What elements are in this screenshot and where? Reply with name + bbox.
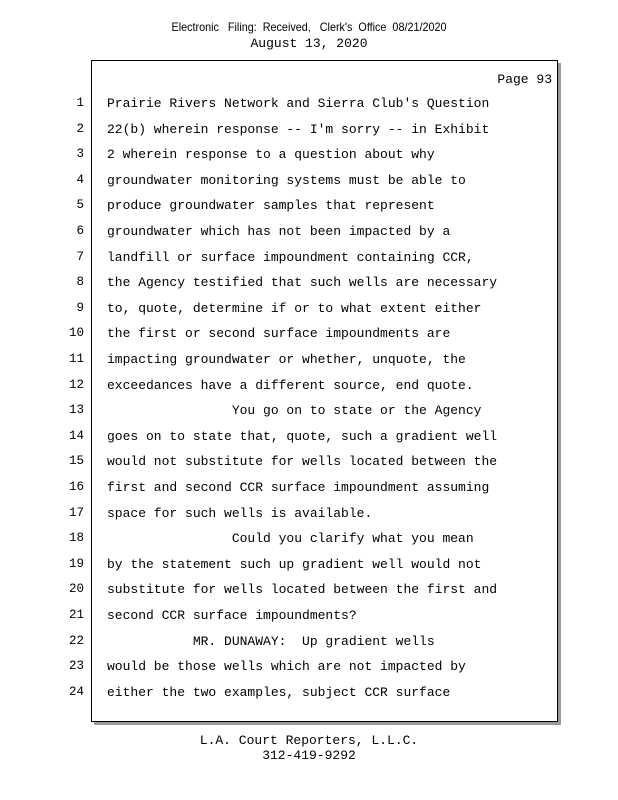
line-text: 2 wherein response to a question about why bbox=[107, 147, 435, 163]
transcript-line bbox=[0, 167, 618, 193]
transcript-line bbox=[0, 116, 618, 142]
line-number: 6 bbox=[76, 224, 84, 238]
footer-phone: 312-419-9292 bbox=[262, 748, 356, 763]
line-text: groundwater monitoring systems must be able to bbox=[107, 172, 466, 188]
line-text: to, quote, determine if or to what extent either bbox=[107, 300, 482, 316]
line-text: either the two examples, subject CCR surface bbox=[107, 684, 451, 700]
transcript-line bbox=[0, 500, 618, 526]
line-number: 11 bbox=[68, 352, 84, 366]
line-number: 4 bbox=[76, 172, 84, 187]
line-number: 9 bbox=[76, 300, 84, 315]
line-text: impacting groundwater or whether, unquote, the bbox=[107, 352, 466, 367]
line-number: 3 bbox=[76, 147, 84, 162]
transcript-line bbox=[0, 192, 618, 218]
line-number: 5 bbox=[76, 198, 84, 213]
line-number: 18 bbox=[68, 531, 84, 546]
transcript-line bbox=[0, 90, 618, 116]
transcript-line bbox=[0, 525, 618, 551]
transcript-line bbox=[0, 448, 618, 474]
line-text: produce groundwater samples that represent bbox=[107, 198, 435, 214]
line-text: second CCR surface impoundments? bbox=[107, 608, 357, 623]
transcript-line bbox=[0, 551, 618, 577]
line-text: the first or second surface impoundments are bbox=[107, 326, 451, 342]
line-text: by the statement such up gradient well would not bbox=[107, 556, 482, 572]
transcript-line bbox=[0, 372, 618, 398]
line-text: landfill or surface impoundment containing CCR, bbox=[107, 249, 474, 265]
line-number: 7 bbox=[76, 249, 84, 264]
transcript-line bbox=[0, 141, 618, 167]
transcript-line bbox=[0, 602, 618, 628]
line-text: groundwater which has not been impacted by a bbox=[107, 224, 451, 239]
transcript-line bbox=[0, 295, 618, 321]
transcript-line bbox=[0, 474, 618, 500]
line-number: 22 bbox=[68, 633, 84, 648]
line-number: 14 bbox=[68, 428, 84, 443]
line-text: Prairie Rivers Network and Sierra Club's Question bbox=[107, 96, 490, 111]
line-number: 17 bbox=[68, 505, 84, 520]
line-number: 23 bbox=[68, 659, 84, 674]
line-number: 16 bbox=[68, 480, 84, 494]
transcript-line bbox=[0, 628, 618, 654]
filing-stamp: Electronic Filing: Received, Clerk's Office 08/21/2020 bbox=[171, 20, 447, 34]
line-number: 12 bbox=[68, 377, 84, 392]
line-number: 20 bbox=[68, 582, 84, 597]
header-date: August 13, 2020 bbox=[250, 36, 368, 51]
line-number: 19 bbox=[68, 556, 84, 571]
transcript-line bbox=[0, 269, 618, 295]
line-text: You go on to state or the Agency bbox=[107, 403, 482, 419]
line-text: would not substitute for wells located between the bbox=[107, 454, 498, 470]
line-text: exceedances have a different source, end quote. bbox=[107, 377, 474, 393]
footer bbox=[0, 733, 618, 763]
line-text: would be those wells which are not impacted by bbox=[107, 659, 466, 675]
line-text: the Agency testified that such wells are necessary bbox=[107, 275, 498, 291]
transcript-line bbox=[0, 244, 618, 270]
line-number: 2 bbox=[76, 121, 84, 136]
line-text: MR. DUNAWAY: Up gradient wells bbox=[107, 633, 435, 649]
line-text: first and second CCR surface impoundment assuming bbox=[107, 480, 490, 495]
transcript-line bbox=[0, 397, 618, 423]
line-text: 22(b) wherein response -- I'm sorry -- in Exhibit bbox=[107, 121, 490, 137]
transcript-line bbox=[0, 576, 618, 602]
footer-company: L.A. Court Reporters, L.L.C. bbox=[199, 733, 419, 748]
line-text: space for such wells is available. bbox=[107, 505, 373, 521]
line-number: 24 bbox=[68, 684, 84, 699]
transcript-line bbox=[0, 320, 618, 346]
transcript-line bbox=[0, 346, 618, 372]
line-number: 21 bbox=[68, 608, 84, 622]
transcript-line bbox=[0, 653, 618, 679]
transcript-line bbox=[0, 423, 618, 449]
line-number: 8 bbox=[76, 275, 84, 290]
line-text: substitute for wells located between the first and bbox=[107, 582, 498, 598]
transcript-line bbox=[0, 218, 618, 244]
line-number: 13 bbox=[68, 403, 84, 418]
line-text: Could you clarify what you mean bbox=[107, 531, 474, 547]
line-number: 15 bbox=[68, 454, 84, 469]
transcript-line bbox=[0, 679, 618, 705]
page-number: Page 93 bbox=[497, 72, 552, 87]
line-text: goes on to state that, quote, such a gradient well bbox=[107, 428, 498, 444]
line-number: 10 bbox=[68, 326, 84, 341]
line-number: 1 bbox=[76, 96, 84, 110]
